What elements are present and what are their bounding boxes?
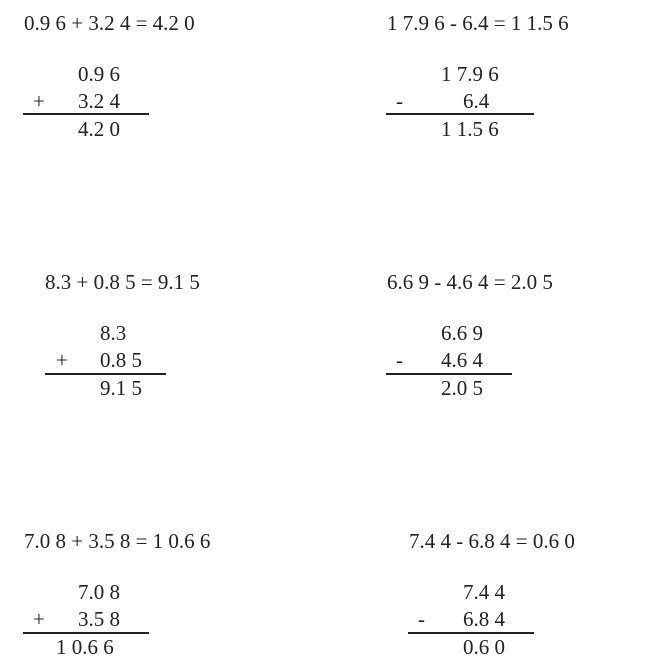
- equation: 6.6 9 - 4.6 4 = 2.0 5: [387, 270, 553, 294]
- equation: 8.3 + 0.8 5 = 9.1 5: [45, 270, 200, 294]
- result: 1 1.5 6: [441, 117, 499, 141]
- bottom-operand: 4.6 4: [441, 348, 483, 372]
- top-operand: 6.6 9: [441, 321, 483, 345]
- operator: -: [396, 89, 403, 113]
- bottom-operand: 3.5 8: [78, 607, 120, 631]
- sum-rule: [23, 632, 149, 634]
- result: 1 0.6 6: [56, 635, 114, 659]
- sum-rule: [45, 373, 166, 375]
- equation: 1 7.9 6 - 6.4 = 1 1.5 6: [387, 11, 569, 35]
- top-operand: 7.4 4: [463, 580, 505, 604]
- top-operand: 0.9 6: [78, 62, 120, 86]
- bottom-operand: 0.8 5: [100, 348, 142, 372]
- bottom-operand: 6.4: [463, 89, 490, 113]
- operator: +: [33, 89, 45, 113]
- result: 9.1 5: [100, 376, 142, 400]
- equation: 0.9 6 + 3.2 4 = 4.2 0: [24, 11, 195, 35]
- difference-rule: [386, 113, 534, 115]
- equation: 7.0 8 + 3.5 8 = 1 0.6 6: [24, 529, 211, 553]
- bottom-operand: 3.2 4: [78, 89, 120, 113]
- operator: -: [418, 607, 425, 631]
- top-operand: 8.3: [100, 321, 127, 345]
- result: 4.2 0: [78, 117, 120, 141]
- bottom-operand: 6.8 4: [463, 607, 505, 631]
- equation: 7.4 4 - 6.8 4 = 0.6 0: [409, 529, 575, 553]
- result: 0.6 0: [463, 635, 505, 659]
- result: 2.0 5: [441, 376, 483, 400]
- top-operand: 7.0 8: [78, 580, 120, 604]
- top-operand: 1 7.9 6: [441, 62, 499, 86]
- difference-rule: [408, 632, 534, 634]
- operator: -: [396, 348, 403, 372]
- difference-rule: [386, 373, 512, 375]
- sum-rule: [23, 113, 149, 115]
- operator: +: [33, 607, 45, 631]
- operator: +: [56, 348, 68, 372]
